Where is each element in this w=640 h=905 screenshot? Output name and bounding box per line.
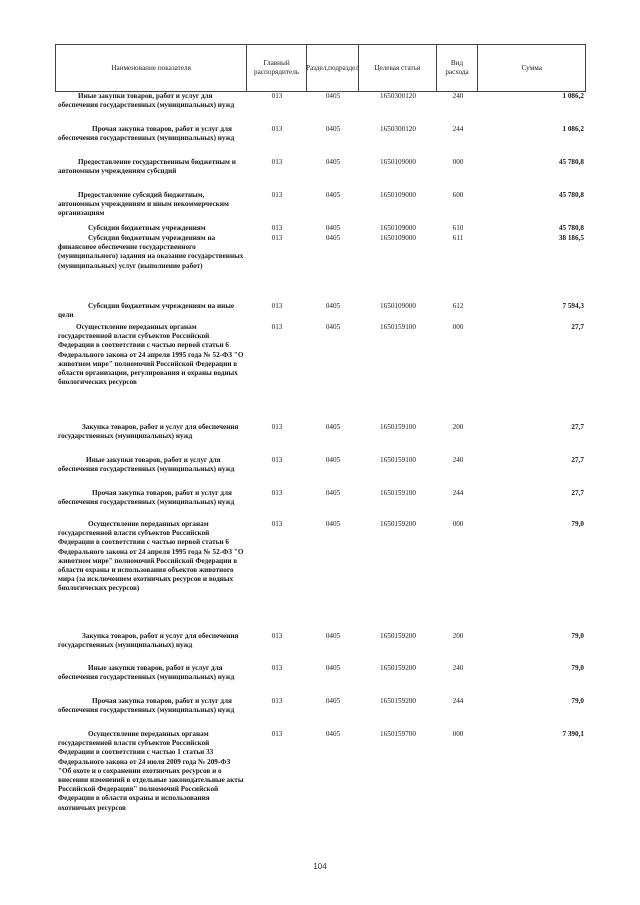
row-sum: 7 390,1 [562, 730, 584, 738]
row-target-article: 1650159200 [380, 520, 416, 528]
row-sum: 45 780,8 [558, 191, 584, 199]
row-expense-type: 000 [452, 323, 464, 331]
page-number: 104 [313, 862, 327, 871]
header-main-manager: Главный распорядитель [247, 45, 307, 91]
row-target-article: 1650159100 [380, 489, 416, 497]
row-name: Закупка товаров, работ и услуг для обеспечения государственных (муниципальных) нужд [58, 632, 239, 650]
header-name: Наименование показателя [56, 45, 247, 91]
row-name: Предоставление субсидий бюджетным, автономным учреждениям и иным некоммерческим организациям [58, 191, 229, 218]
row-expense-type: 000 [452, 158, 464, 166]
row-expense-type: 240 [452, 92, 464, 100]
row-target-article: 1650109000 [380, 234, 416, 242]
row-expense-type: 244 [452, 125, 464, 133]
row-sum: 79,0 [571, 664, 584, 672]
row-sum: 27,7 [571, 423, 584, 431]
row-name: Иные закупки товаров, работ и услуг для обеспечения государственных (муниципальных) нужд [58, 456, 235, 474]
row-expense-type: 244 [452, 697, 464, 705]
row-name: Прочая закупка товаров, работ и услуг для обеспечения государственных (муниципальных) нужд [58, 697, 235, 715]
row-sum: 79,0 [571, 520, 584, 528]
row-expense-type: 610 [452, 224, 464, 232]
row-target-article: 1650109000 [380, 191, 416, 199]
row-main-manager: 013 [271, 489, 283, 497]
row-target-article: 1650159700 [380, 730, 416, 738]
row-sum: 45 780,8 [558, 224, 584, 232]
row-expense-type: 240 [452, 664, 464, 672]
row-name: Осуществление переданных органам государственной власти субъектов Российской Федерации в соответствии с частью 1 статьи 33 Федерального закона от 24 июля 2009 года № 209-ФЗ "Об охоте и о сохранении охотничьих ресурсов и о внесении изменений в отдельные законодательные акты Российской Федерации" полномочий Российской Федерации в области охраны и использования охотничьих ресурсов [58, 730, 244, 812]
row-sum: 79,0 [571, 697, 584, 705]
row-section: 0405 [325, 697, 341, 705]
row-sum: 45 780,8 [558, 158, 584, 166]
row-name: Прочая закупка товаров, работ и услуг для обеспечения государственных (муниципальных) нужд [58, 125, 235, 143]
row-main-manager: 013 [271, 632, 283, 640]
row-sum: 38 186,5 [558, 234, 584, 242]
row-name: Иные закупки товаров, работ и услуг для обеспечения государственных (муниципальных) нужд [58, 664, 235, 682]
row-section: 0405 [325, 489, 341, 497]
row-main-manager: 013 [271, 125, 283, 133]
row-name: Осуществление переданных органам государственной власти субъектов Российской Федерации в соответствии с частью первой статьи 6 Федерального закона от 24 апреля 1995 года № 52-ФЗ "О животном мире" полномочий Российской Федерации в области охраны и использования объектов животного мира (за исключением охотничьих ресурсов и водных биологических ресурсов) [58, 520, 244, 593]
row-main-manager: 013 [271, 224, 283, 232]
row-name: Субсидии бюджетным учреждениям [88, 224, 206, 232]
header-sum: Сумма [521, 63, 542, 72]
table-header [55, 44, 586, 92]
row-expense-type: 612 [452, 302, 464, 310]
row-sum: 27,7 [571, 456, 584, 464]
row-section: 0405 [325, 158, 341, 166]
row-section: 0405 [325, 456, 341, 464]
row-section: 0405 [325, 323, 341, 331]
row-main-manager: 013 [271, 456, 283, 464]
row-main-manager: 013 [271, 323, 283, 331]
row-expense-type: 000 [452, 520, 464, 528]
row-expense-type: 244 [452, 489, 464, 497]
row-section: 0405 [325, 125, 341, 133]
row-section: 0405 [325, 632, 341, 640]
row-sum: 1 086,2 [562, 92, 584, 100]
row-section: 0405 [325, 302, 341, 310]
row-expense-type: 000 [452, 730, 464, 738]
header-expense-type: Вид расхода [437, 45, 479, 91]
row-main-manager: 013 [271, 302, 283, 310]
row-section: 0405 [325, 224, 341, 232]
row-section: 0405 [325, 520, 341, 528]
row-target-article: 1650159200 [380, 664, 416, 672]
row-main-manager: 013 [271, 234, 283, 242]
row-target-article: 1650109000 [380, 158, 416, 166]
row-sum: 1 086,2 [562, 125, 584, 133]
row-name: Осуществление переданных органам государственной власти субъектов Российской Федерации в соответствии с частью первой статьи 6 Федерального закона от 24 апреля 1995 года № 52-ФЗ "О животном мире" полномочий Российской Федерации в области организации, регулирования и охраны водных биологических ресурсов [58, 323, 244, 387]
row-expense-type: 600 [452, 191, 464, 199]
row-target-article: 1650159100 [380, 456, 416, 464]
row-target-article: 1650300120 [380, 125, 416, 133]
row-expense-type: 240 [452, 456, 464, 464]
row-target-article: 1650159100 [380, 323, 416, 331]
row-main-manager: 013 [271, 423, 283, 431]
row-expense-type: 200 [452, 632, 464, 640]
row-name: Закупка товаров, работ и услуг для обеспечения государственных (муниципальных) нужд [58, 423, 239, 441]
row-main-manager: 013 [271, 697, 283, 705]
row-expense-type: 611 [452, 234, 464, 242]
row-main-manager: 013 [271, 92, 283, 100]
row-target-article: 1650109000 [380, 224, 416, 232]
row-target-article: 1650159200 [380, 697, 416, 705]
row-section: 0405 [325, 664, 341, 672]
row-sum: 27,7 [571, 489, 584, 497]
row-target-article: 1650109000 [380, 302, 416, 310]
row-target-article: 1650159200 [380, 632, 416, 640]
row-name: Иные закупки товаров, работ и услуг для обеспечения государственных (муниципальных) нужд [58, 92, 235, 110]
row-main-manager: 013 [271, 520, 283, 528]
row-target-article: 1650159100 [380, 423, 416, 431]
row-name: Прочая закупка товаров, работ и услуг для обеспечения государственных (муниципальных) нужд [58, 489, 235, 507]
row-name: Субсидии бюджетным учреждениям на иные цели [58, 302, 235, 320]
row-section: 0405 [325, 92, 341, 100]
row-sum: 7 594,3 [562, 302, 584, 310]
header-target-article: Целевая статья [359, 45, 437, 91]
row-sum: 27,7 [571, 323, 584, 331]
row-section: 0405 [325, 423, 341, 431]
row-expense-type: 200 [452, 423, 464, 431]
row-section: 0405 [325, 234, 341, 242]
row-main-manager: 013 [271, 158, 283, 166]
header-section: Раздел,подраздел [307, 45, 359, 91]
row-main-manager: 013 [271, 191, 283, 199]
row-main-manager: 013 [271, 664, 283, 672]
row-sum: 79,0 [571, 632, 584, 640]
row-main-manager: 013 [271, 730, 283, 738]
row-section: 0405 [325, 730, 341, 738]
row-section: 0405 [325, 191, 341, 199]
row-name: Субсидии бюджетным учреждениям на финансовое обеспечение государственного (муниципального) задания на оказание государственных (муниципальных) услуг (выполнение работ) [58, 234, 244, 270]
row-target-article: 1650300120 [380, 92, 416, 100]
row-name: Предоставление государственным бюджетным и автономным учреждениям субсидий [58, 158, 236, 176]
